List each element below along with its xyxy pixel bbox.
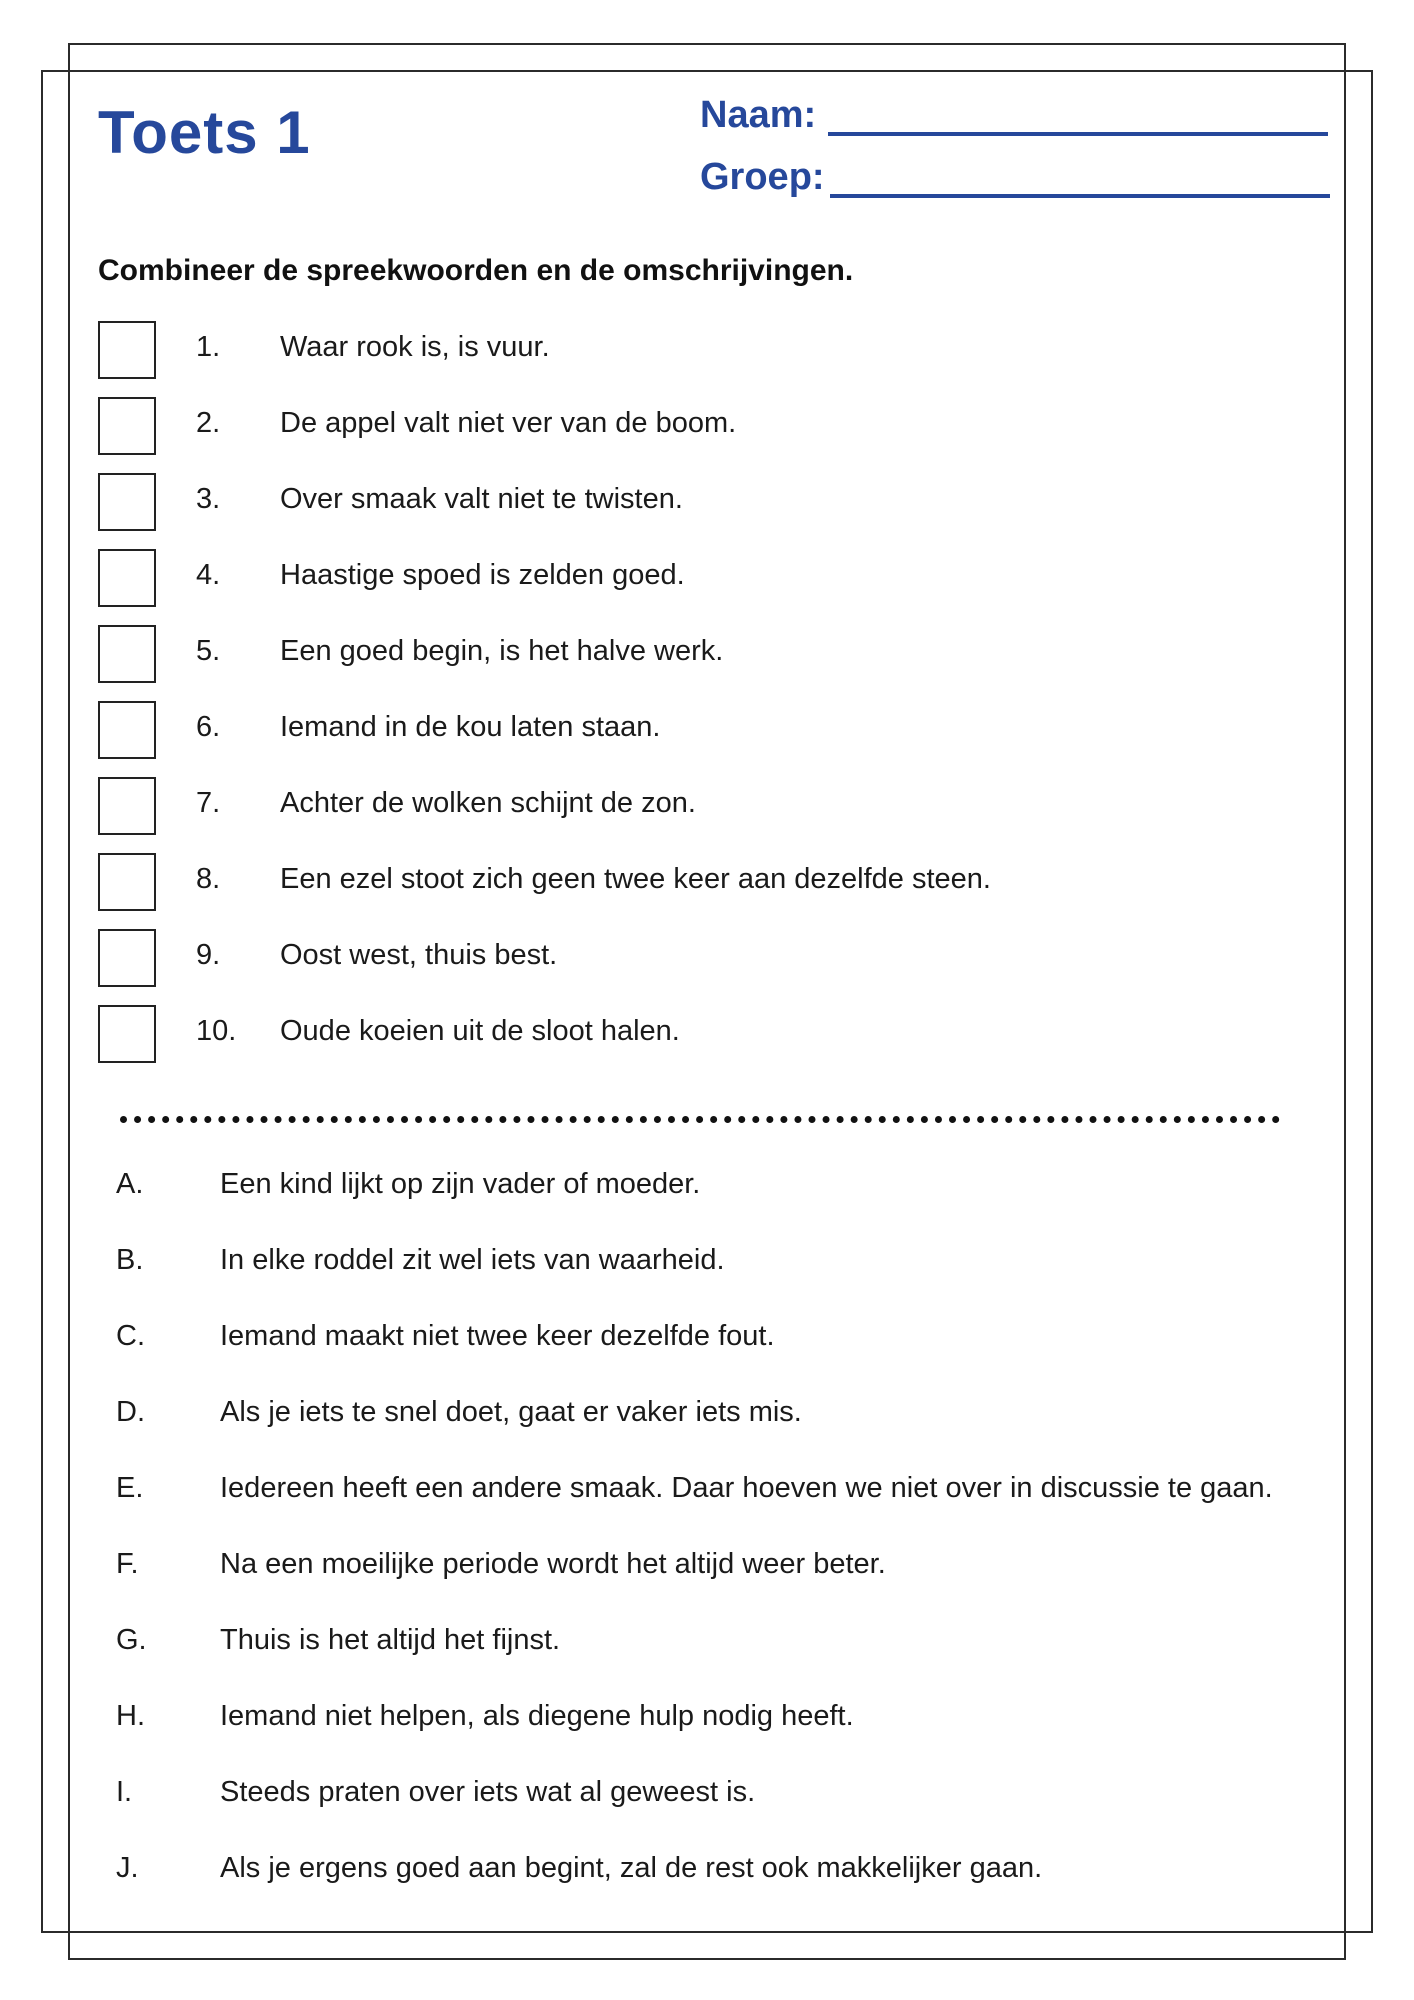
proverb-number: 9.	[196, 939, 221, 971]
answer-box[interactable]	[98, 929, 156, 987]
proverb-text: Waar rook is, is vuur.	[280, 331, 550, 363]
proverb-number: 6.	[196, 711, 221, 743]
description-letter: E.	[116, 1472, 144, 1504]
description-text: Als je ergens goed aan begint, zal de rest ook makkelijker gaan.	[220, 1852, 1043, 1884]
description-letter: B.	[116, 1244, 144, 1276]
description-text: Thuis is het altijd het fijnst.	[220, 1624, 561, 1656]
dotted-divider	[120, 1116, 1280, 1123]
proverb-number: 3.	[196, 483, 221, 515]
description-text: Steeds praten over iets wat al geweest is.	[220, 1776, 756, 1808]
description-text: Als je iets te snel doet, gaat er vaker iets mis.	[220, 1396, 802, 1428]
description-letter: J.	[116, 1852, 139, 1884]
name-label: Naam:	[700, 94, 817, 136]
answer-box[interactable]	[98, 1005, 156, 1063]
description-letter: H.	[116, 1700, 145, 1732]
name-write-line[interactable]	[828, 132, 1328, 136]
proverb-number: 7.	[196, 787, 221, 819]
group-field[interactable]	[700, 156, 825, 199]
description-text: Na een moeilijke periode wordt het altijd weer beter.	[220, 1548, 886, 1580]
description-letter: C.	[116, 1320, 145, 1352]
proverb-text: Haastige spoed is zelden goed.	[280, 559, 685, 591]
description-text: Iedereen heeft een andere smaak. Daar hoeven we niet over in discussie te gaan.	[220, 1472, 1273, 1504]
description-letter: G.	[116, 1624, 147, 1656]
answer-box[interactable]	[98, 853, 156, 911]
description-text: Een kind lijkt op zijn vader of moeder.	[220, 1168, 701, 1200]
answer-box[interactable]	[98, 473, 156, 531]
description-letter: F.	[116, 1548, 139, 1580]
proverb-text: Een goed begin, is het halve werk.	[280, 635, 724, 667]
proverb-number: 4.	[196, 559, 221, 591]
answer-box[interactable]	[98, 549, 156, 607]
proverb-text: Een ezel stoot zich geen twee keer aan dezelfde steen.	[280, 863, 991, 895]
proverb-text: Iemand in de kou laten staan.	[280, 711, 661, 743]
proverb-number: 8.	[196, 863, 221, 895]
proverb-text: Over smaak valt niet te twisten.	[280, 483, 683, 515]
answer-box[interactable]	[98, 397, 156, 455]
proverb-text: Oost west, thuis best.	[280, 939, 558, 971]
page-title: Toets 1	[98, 99, 311, 166]
answer-box[interactable]	[98, 701, 156, 759]
description-text: In elke roddel zit wel iets van waarheid.	[220, 1244, 725, 1276]
proverb-number: 5.	[196, 635, 221, 667]
answer-box[interactable]	[98, 777, 156, 835]
answer-box[interactable]	[98, 321, 156, 379]
instruction-text: Combineer de spreekwoorden en de omschrijvingen.	[98, 254, 854, 287]
answer-box[interactable]	[98, 625, 156, 683]
group-label: Groep:	[700, 156, 825, 198]
proverb-text: Oude koeien uit de sloot halen.	[280, 1015, 680, 1047]
description-letter: D.	[116, 1396, 145, 1428]
group-write-line[interactable]	[830, 194, 1330, 198]
proverb-text: De appel valt niet ver van de boom.	[280, 407, 737, 439]
description-letter: A.	[116, 1168, 144, 1200]
proverb-number: 2.	[196, 407, 221, 439]
name-field[interactable]	[700, 94, 816, 137]
description-text: Iemand niet helpen, als diegene hulp nodig heeft.	[220, 1700, 854, 1732]
proverb-number: 10.	[196, 1015, 237, 1047]
proverb-text: Achter de wolken schijnt de zon.	[280, 787, 696, 819]
description-letter: I.	[116, 1776, 133, 1808]
description-text: Iemand maakt niet twee keer dezelfde fout.	[220, 1320, 775, 1352]
proverb-number: 1.	[196, 331, 221, 363]
